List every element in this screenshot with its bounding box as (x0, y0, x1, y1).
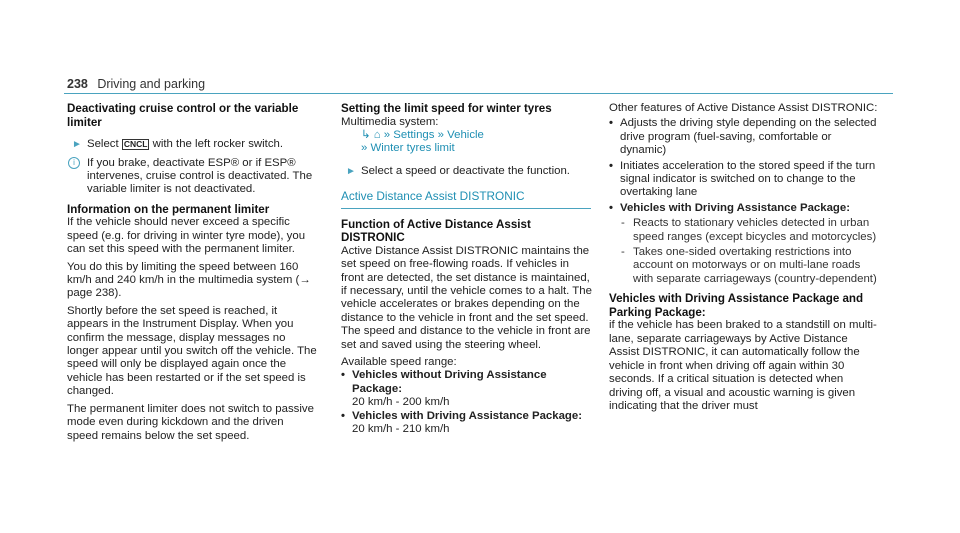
sub-list-item: - Takes one-sided overtaking restrictions into account on motorways or on multi-lane roads with separate carriageways (country-dependent) (621, 246, 879, 286)
menu-path-2: » Winter tyres limit (361, 142, 455, 155)
paragraph: If the vehicle should never exceed a specific speed (e.g. for driving in winter tyre mode), you can set this speed with the permanent limiter. (67, 216, 306, 256)
home-icon: ⌂ (373, 129, 381, 141)
page-number: 238 (67, 77, 88, 91)
cncl-button-icon: CNCL (123, 139, 148, 150)
chevron-icon: » (361, 142, 368, 155)
list-item: • Vehicles with Driving Assistance Package: 20 km/h - 210 km/h (341, 410, 593, 437)
heading-function: Function of Active Distance Assist DISTRONIC (341, 217, 531, 245)
column-1 (67, 102, 317, 443)
page-header (67, 77, 205, 91)
heading-parking-package: Vehicles with Driving Assistance Package and Parking Package: (609, 292, 864, 319)
step-select-speed: ► Select a speed or deactivate the function. (346, 164, 570, 177)
step-arrow-icon: ► (346, 165, 356, 177)
path-arrow-icon: ↳ (361, 129, 371, 141)
chapter-title: Driving and parking (97, 77, 206, 91)
menu-path: ↳ ⌂ » Settings » Vehicle (361, 129, 484, 141)
list-item: • Vehicles without Driving Assistance Package: 20 km/h - 200 km/h (341, 369, 593, 409)
list-item: • Initiates acceleration to the stored speed if the turn signal indicator is switched on to change to the overtaking lane (609, 160, 879, 200)
section-title: Active Distance Assist DISTRONIC (341, 190, 591, 208)
step-arrow-icon: ► (72, 139, 82, 151)
header-rule (64, 93, 893, 94)
list-item: • Vehicles with Driving Assistance Package: (609, 202, 879, 215)
paragraph: The permanent limiter does not switch to passive mode even during kickdown and the driven speed remains below the set speed. (67, 402, 314, 442)
chevron-icon: » (437, 129, 444, 141)
step-select-cncl: ► Select CNCL with the left rocker switch. (72, 138, 284, 151)
chevron-icon: » (383, 129, 391, 141)
multimedia-label: Multimedia system: (341, 115, 439, 128)
speed-range-label: Available speed range: (341, 356, 457, 369)
column-3 (609, 102, 879, 413)
heading-deactivating: Deactivating cruise control or the variable limiter (67, 102, 299, 129)
info-icon: i (68, 157, 80, 169)
sub-list-item: - Reacts to stationary vehicles detected in urban speed ranges (except bicycles and motorcycles) (621, 217, 879, 244)
heading-winter-tyres: Setting the limit speed for winter tyres (341, 102, 552, 115)
paragraph: Shortly before the set speed is reached, it appears in the Instrument Display. When you confirm the message, display messages no longer appear until you switch off the vehicle. The speed will only be displayed again once the vehicle has been restarted or if the set speed is changed. (67, 304, 317, 398)
paragraph: You do this by limiting the speed between 160 km/h and 240 km/h in the multimedia system (→ page 238). (67, 260, 311, 300)
list-item: • Adjusts the driving style depending on the selected drive program (fuel-saving, comfortable or dynamic) (609, 117, 879, 157)
paragraph: Active Distance Assist DISTRONIC maintains the set speed on free-flowing roads. If vehicles in front are detected, the set distance is maintained, if necessary, until the vehicle comes to a halt. The vehicle accelerates or brakes depending on the distance to the vehicle in front and the set speed. The speed and distance to the vehicle in front are set and saved using the steering wheel. (341, 244, 592, 351)
info-note: i If you brake, deactivate ESP® or if ESP® intervenes, cruise control is deactivated. The variable limiter is not deactivated. (67, 157, 317, 197)
paragraph: if the vehicle has been braked to a standstill on multi-lane, separate carriageways by Active Distance Assist DISTRONIC, it can automatically follow the vehicle in front when driving off again within 30 seconds. If a critical situation is detected when driving off, a visual and acoustic warning is given indicating that the driver must (609, 319, 877, 412)
features-intro: Other features of Active Distance Assist DISTRONIC: (609, 102, 878, 114)
column-2 (341, 102, 593, 437)
heading-permanent-limiter: Information on the permanent limiter (67, 202, 270, 216)
